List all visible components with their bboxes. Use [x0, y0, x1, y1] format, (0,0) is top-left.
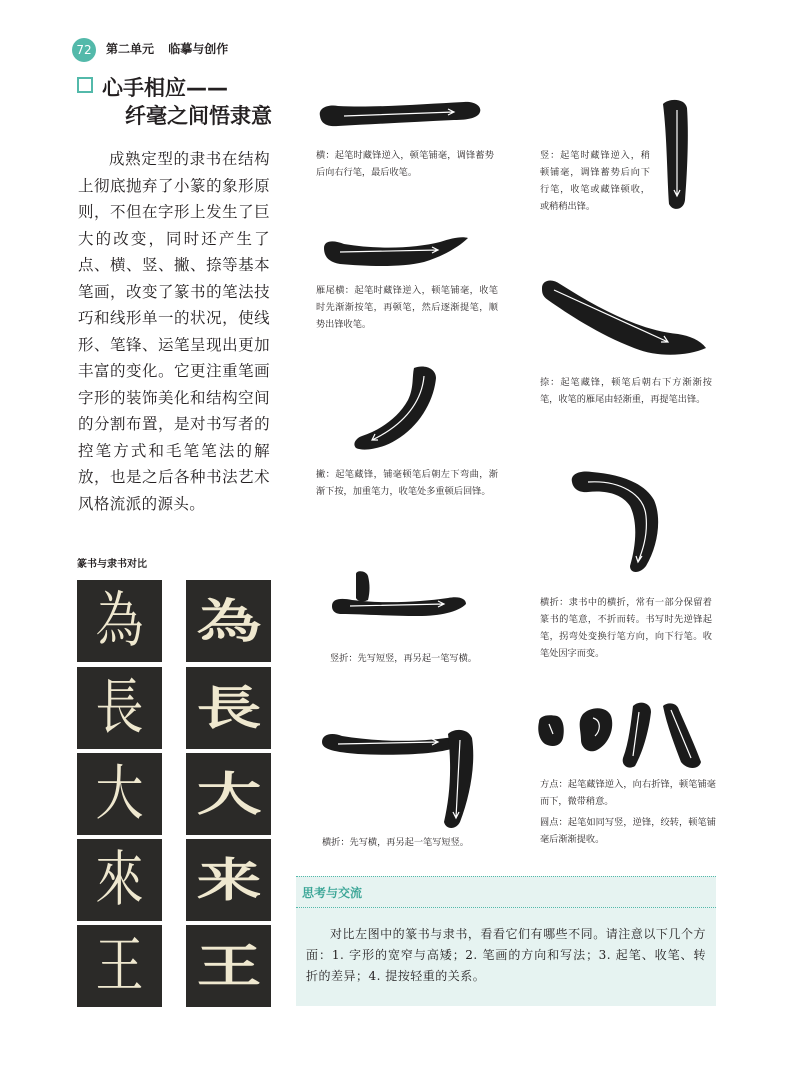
discussion-text: 对比左图中的篆书与隶书，看看它们有哪些不同。请注意以下几个方面：1. 字形的宽窄与高矮；2. 笔画的方向和写法；3. 起笔、收笔、转折的差异；4. 提按轻重的关系。 — [306, 927, 706, 983]
seal-char: 王 — [95, 931, 144, 1001]
running-head — [106, 40, 238, 57]
seal-char: 長 — [95, 673, 144, 743]
na-stroke-figure — [538, 278, 708, 360]
clerical-char: 来 — [196, 852, 261, 908]
hengzhe2-stroke-figure — [318, 728, 480, 832]
clerical-char-tile — [186, 580, 271, 662]
unit-title: 临摹与创作 — [168, 42, 229, 56]
yanweiheng-caption: 雁尾横：起笔时藏锋逆入，顿笔铺毫，收笔时先渐渐按笔，再顿笔，然后逐渐提笔，顺势出锋收笔。 — [316, 285, 498, 330]
yanweiheng-stroke-figure — [320, 234, 470, 274]
clerical-char: 大 — [196, 766, 261, 822]
hengzhe-caption: 横折：隶书中的横折，常有一部分保留着篆书的笔意，不折而转。书写时先逆锋起笔，拐弯处变换行笔方向，向下行笔。收笔处因字而变。 — [540, 597, 712, 659]
heng-caption: 横：起笔时藏锋逆入，顿笔铺毫，调锋蓄势后向右行笔，最后收笔。 — [316, 150, 494, 178]
seal-char-tile — [77, 839, 162, 921]
hengzhe-stroke-figure — [566, 466, 666, 576]
pie-stroke-figure — [350, 364, 442, 454]
shuzhe-caption: 竖折：先写短竖，再另起一笔写横。 — [330, 653, 477, 664]
clerical-char: 為 — [196, 593, 261, 649]
clerical-char-tile — [186, 667, 271, 749]
section-title-line2: 纤毫之间悟隶意 — [125, 104, 272, 128]
heng-stroke-figure — [314, 98, 484, 134]
na-caption: 捺：起笔藏锋，顿笔后朝右下方渐渐按笔，收笔的雁尾由轻渐重，再提笔出锋。 — [540, 377, 712, 405]
seal-char-tile — [77, 753, 162, 835]
seal-char: 來 — [95, 845, 144, 915]
clerical-char: 長 — [196, 680, 261, 736]
clerical-char: 王 — [196, 938, 261, 994]
shuzhe-stroke-figure — [328, 568, 468, 624]
unit-label: 第二单元 — [106, 42, 155, 56]
section-title-marker — [77, 77, 93, 93]
seal-char: 大 — [95, 759, 144, 829]
body-paragraph: 成熟定型的隶书在结构上彻底抛弃了小篆的象形原则，不但在字形上发生了巨大的改变，同时还产生了点、横、竖、撇、捺等基本笔画，改变了篆书的笔法技巧和线形单一的状况，使线形、笔锋、运笔呈现出更加丰富的变化。它更注重笔画字形的装饰美化和结构空间的分割布置，是对书写者的控笔方式和毛笔笔法的解放，也是之后各种书法艺术风格流派的源头。 — [78, 150, 270, 513]
seal-char-tile — [77, 667, 162, 749]
page-number: 72 — [72, 38, 96, 62]
hengzhe2-caption: 横折：先写横，再另起一笔写短竖。 — [322, 837, 469, 848]
shu-stroke-figure — [655, 96, 695, 214]
seal-char-tile — [77, 925, 162, 1007]
clerical-char-tile — [186, 925, 271, 1007]
dots-stroke-figure — [535, 700, 705, 770]
clerical-char-tile — [186, 839, 271, 921]
section-title-line1: 心手相应—— — [102, 76, 228, 100]
seal-char-tile — [77, 580, 162, 662]
shu-caption: 竖：起笔时藏锋逆入，稍顿铺毫，调锋蓄势后向下行笔，收笔或藏锋顿收，或稍稍出锋。 — [540, 150, 650, 212]
dian-caption: 方点：起笔藏锋逆入，向右折锋，顿笔铺毫而下，微带稍意。 — [540, 779, 716, 807]
comparison-caption: 篆书与隶书对比 — [77, 559, 147, 570]
yuandian-caption: 圆点：起笔如同写竖，逆锋，绞转，顿笔铺毫后渐渐提收。 — [540, 817, 716, 845]
discussion-title: 思考与交流 — [302, 886, 363, 900]
seal-char: 為 — [95, 586, 144, 656]
clerical-char-tile — [186, 753, 271, 835]
pie-caption: 撇：起笔藏锋，铺毫顿笔后朝左下弯曲，渐渐下按，加重笔力，收笔处多重顿后回锋。 — [316, 469, 498, 497]
